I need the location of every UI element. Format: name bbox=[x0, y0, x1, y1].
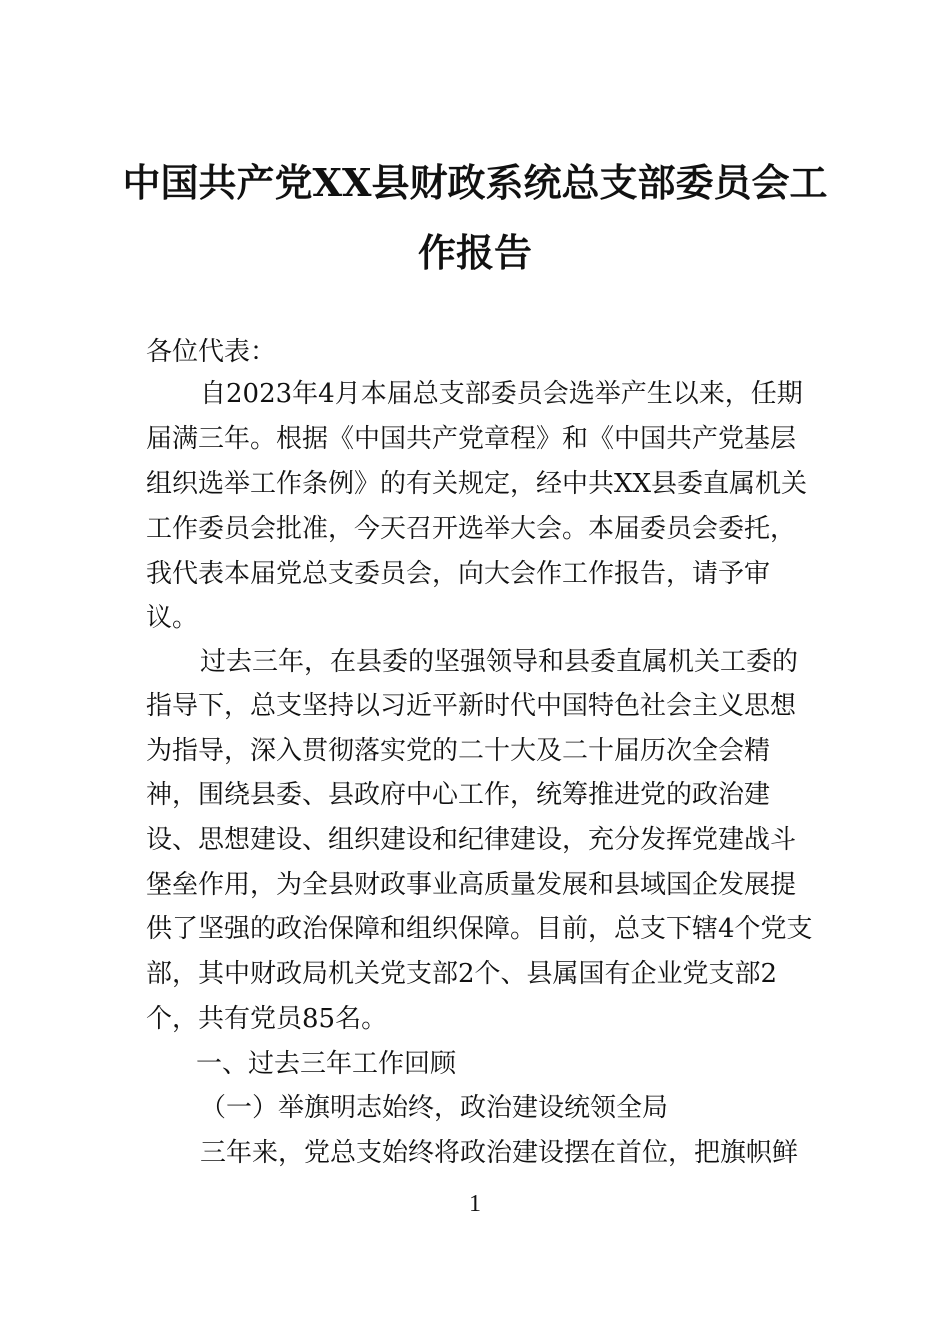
paragraph-1-line-5: 我代表本届党总支委员会，向大会作工作报告，请予审 bbox=[146, 559, 771, 589]
salutation: 各位代表： bbox=[146, 337, 277, 367]
paragraph-2-line-1: 过去三年，在县委的坚强领导和县委直属机关工委的 bbox=[200, 647, 799, 677]
page-number: 1 bbox=[469, 1191, 481, 1217]
paragraph-2-line-3: 为指导，深入贯彻落实党的二十大及二十届历次全会精 bbox=[146, 736, 771, 766]
paragraph-2-line-5: 设、思想建设、组织建设和纪律建设，充分发挥党建战斗 bbox=[146, 825, 797, 855]
section-heading-1: 一、过去三年工作回顾 bbox=[196, 1049, 457, 1079]
paragraph-3-line-1: 三年来，党总支始终将政治建设摆在首位，把旗帜鲜 bbox=[200, 1138, 799, 1168]
paragraph-2-line-4: 神，围绕县委、县政府中心工作，统筹推进党的政治建 bbox=[146, 780, 771, 810]
paragraph-1-line-3: 组织选举工作条例》的有关规定，经中共XX县委直属机关 bbox=[146, 469, 808, 499]
paragraph-2-line-6: 堡垒作用，为全县财政事业高质量发展和县域国企发展提 bbox=[146, 870, 797, 900]
document-title-line-1: 中国共产党XX县财政系统总支部委员会工 bbox=[122, 160, 828, 205]
paragraph-2-line-8: 部，其中财政局机关党支部2个、县属国有企业党支部2 bbox=[146, 959, 778, 989]
paragraph-1-line-4: 工作委员会批准，今天召开选举大会。本届委员会委托， bbox=[146, 514, 797, 544]
paragraph-2-line-7: 供了坚强的政治保障和组织保障。目前，总支下辖4个党支 bbox=[146, 914, 813, 944]
paragraph-1-line-2: 届满三年。根据《中国共产党章程》和《中国共产党基层 bbox=[146, 424, 797, 454]
subsection-heading-1: （一）举旗明志始终，政治建设统领全局 bbox=[200, 1093, 669, 1123]
document-title-line-2: 作报告 bbox=[417, 230, 532, 275]
paragraph-2-line-9: 个，共有党员85名。 bbox=[146, 1004, 388, 1034]
paragraph-1-line-1: 自2023年4月本届总支部委员会选举产生以来，任期 bbox=[200, 379, 803, 409]
paragraph-2-line-2: 指导下，总支坚持以习近平新时代中国特色社会主义思想 bbox=[146, 691, 797, 721]
paragraph-1-line-6: 议。 bbox=[146, 603, 199, 633]
